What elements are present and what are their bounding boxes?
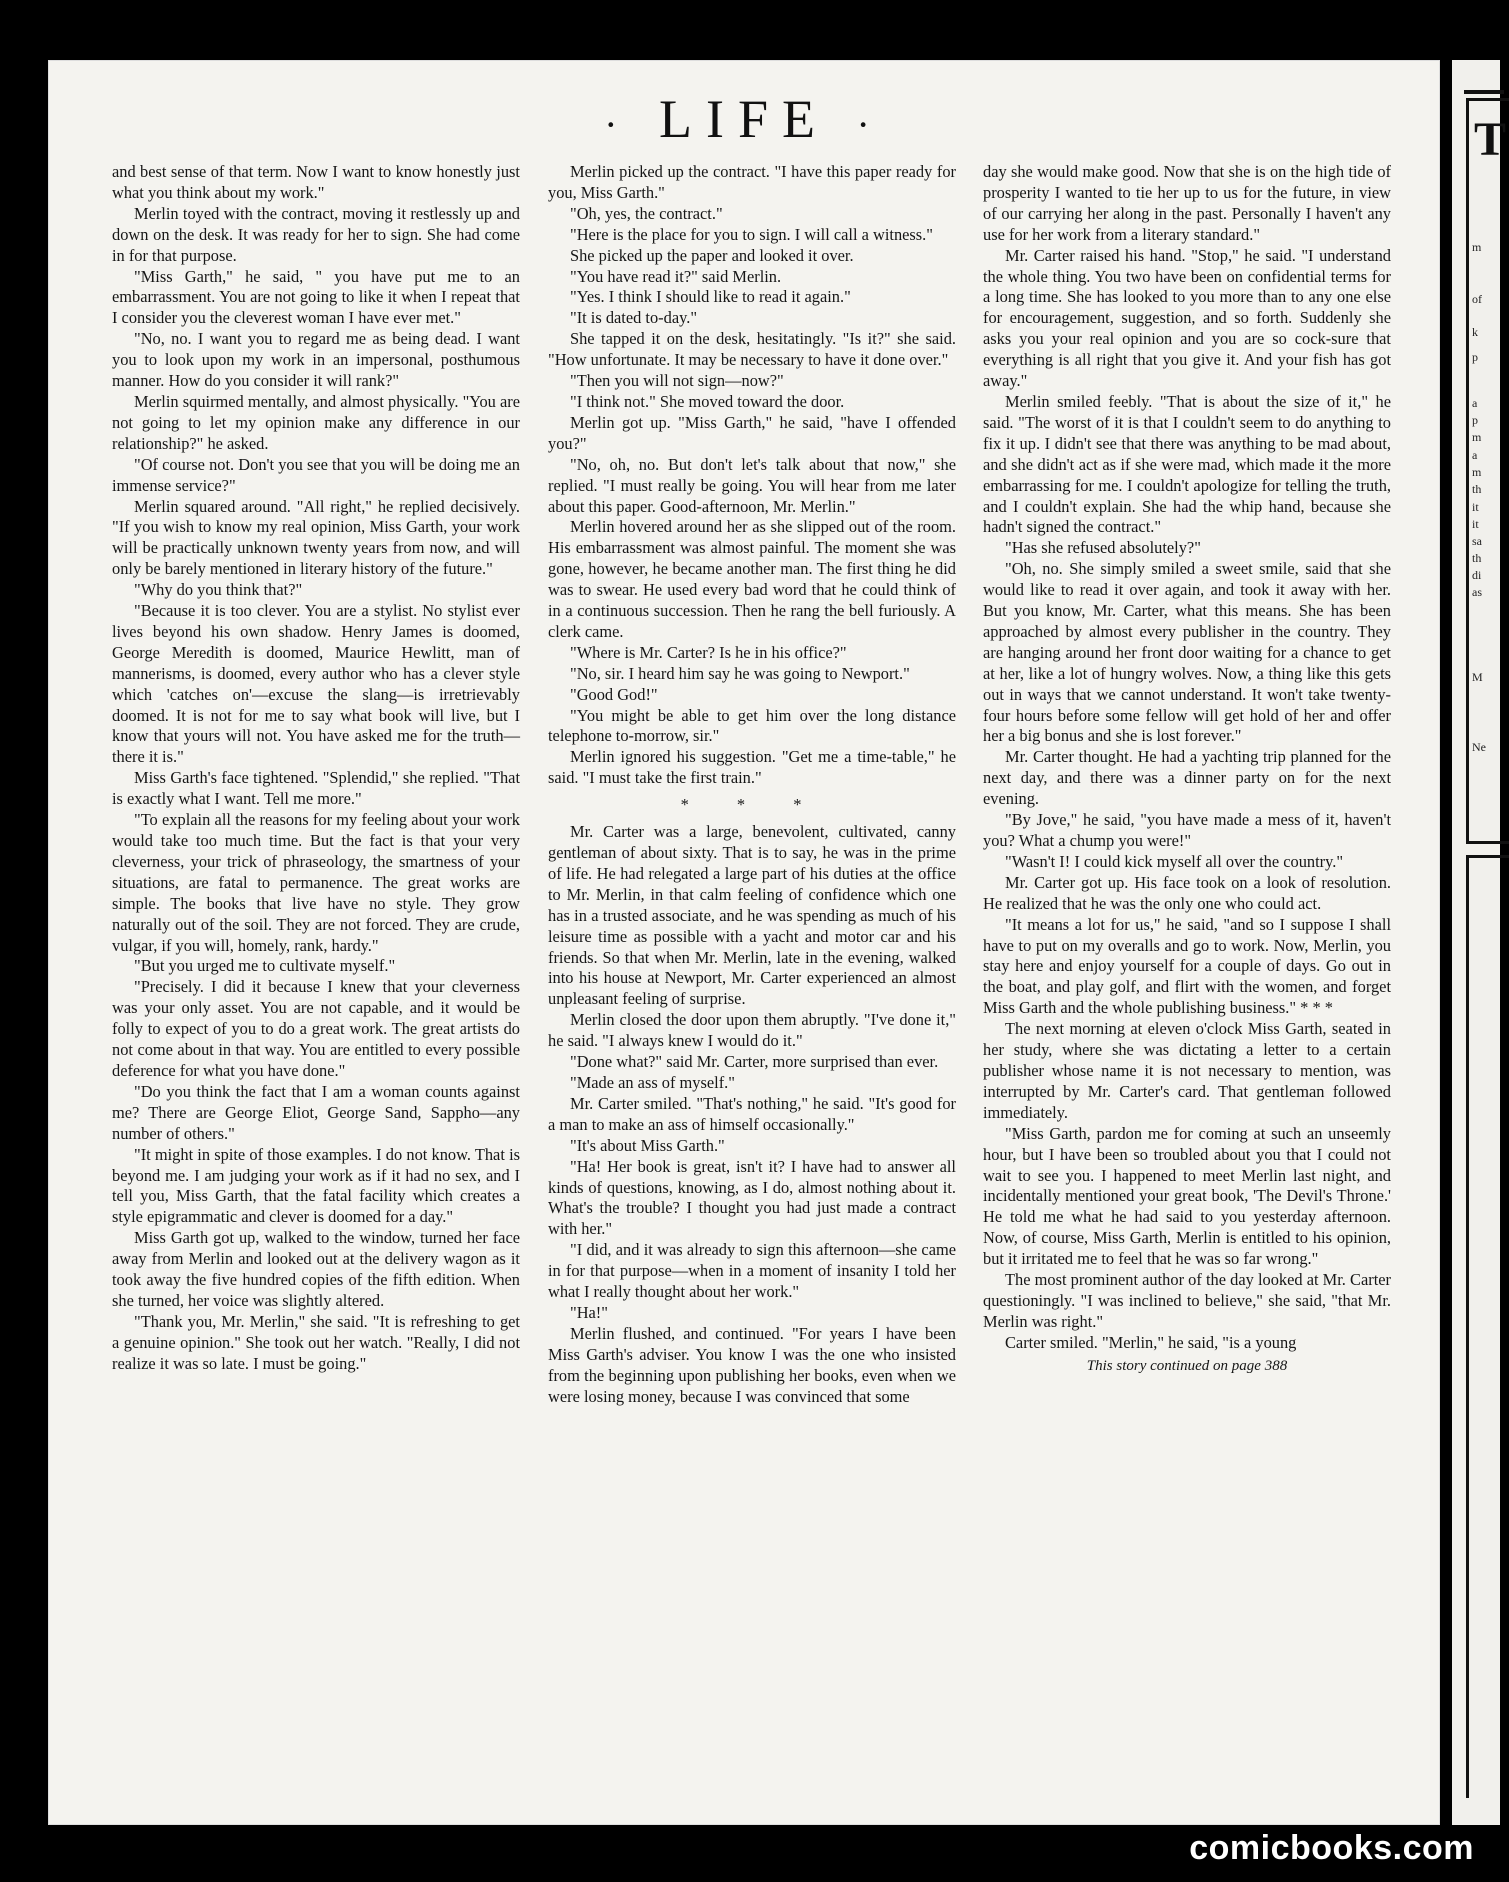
- paragraph: "By Jove," he said, "you have made a mess of it, haven't you? What a chump you were!": [983, 810, 1391, 850]
- paragraph: Mr. Carter smiled. "That's nothing," he said. "It's good for a man to make an ass of himself occasionally.": [548, 1093, 956, 1134]
- adjacent-page-fragment: of: [1472, 292, 1482, 306]
- adjacent-page-big-letter: T: [1474, 113, 1507, 166]
- adjacent-page-fragment: m: [1472, 240, 1482, 254]
- paragraph: "Good God!": [570, 684, 658, 704]
- paragraph: "Here is the place for you to sign. I will call a witness.": [570, 224, 933, 244]
- paragraph: Carter smiled. "Merlin," he said, "is a young: [1005, 1332, 1297, 1352]
- paragraph: "Precisely. I did it because I knew that your cleverness was your only asset. You are not capable, and it would be folly to expect of you to do a great work. The great artists do not come about in that way. You are entitled to every possible deference for what you have done.": [112, 977, 520, 1080]
- paragraph: "Do you think the fact that I am a woman counts against me? There are George Eliot, George Sand, Sappho—any number of others.": [112, 1081, 520, 1143]
- magazine-page: [48, 60, 1440, 1825]
- adjacent-page-fragment: k: [1472, 325, 1478, 339]
- adjacent-page-fragment: p: [1472, 350, 1478, 364]
- adjacent-page-fragment: m: [1472, 430, 1482, 444]
- adjacent-page-fragment: as: [1472, 585, 1482, 599]
- paragraph: She tapped it on the desk, hesitatingly. "Is it?" she said. "How unfortunate. It may be necessary to have it done over.": [548, 329, 956, 370]
- paragraph: "You might be able to get him over the long distance telephone to-morrow, sir.": [548, 705, 956, 746]
- paragraph: Merlin toyed with the contract, moving it restlessly up and down on the desk. It was ready for her to sign. She had come in for that purpose.: [112, 203, 520, 265]
- paragraph: Mr. Carter raised his hand. "Stop," he said. "I understand the whole thing. You two have been on confidential terms for a long time. She has looked to you more than to any one else for encouragement, suggestion, and so forth. Suddenly she asks you your real opinion and you are so cock-sure that everything is all right that you give it. And your fish has got away.": [983, 245, 1391, 391]
- paragraph: "It means a lot for us," he said, "and so I suppose I shall have to put on my overalls and go to work. Now, Merlin, you stay here and enjoy yourself for a couple of days. Go out in the boat, and play golf, and flirt with the women, and forget Miss Garth and the whole publishing business." * * *: [983, 914, 1391, 1018]
- paragraph: "It is dated to-day.": [570, 308, 698, 328]
- paragraph: "Miss Garth," he said, " you have put me to an embarrassment. You are not going to like it when I repeat that I consider you the cleverest woman I have ever met.": [112, 266, 520, 328]
- paragraph: "Where is Mr. Carter? Is he in his office?": [570, 642, 847, 662]
- adjacent-page-fragment: p: [1472, 413, 1478, 427]
- paragraph: "No, sir. I heard him say he was going to Newport.": [570, 663, 910, 683]
- paragraph: Merlin hovered around her as she slipped out of the room. His embarrassment was almost painful. The moment she was gone, however, he became another man. The first thing he did was to swear. He used every bad word that he could think of in a continuous succession. Then he rang the bell furiously. A clerk came.: [548, 517, 956, 641]
- adjacent-page-fragment: a: [1472, 448, 1478, 462]
- paragraph: "Thank you, Mr. Merlin," she said. "It is refreshing to get a genuine opinion." She took out her watch. "Really, I did not realize it was so late. I must be going.": [112, 1311, 520, 1373]
- paragraph: "Oh, no. She simply smiled a sweet smile, said that she would like to read it over again, and took it away with her. But you know, Mr. Carter, what this means. She has been approached by almost every publisher in the country. They are hanging around her front door waiting for a chance to get at her, like a lot of hungry wolves. Now, a thing like this gets out in ways that we cannot understand. It won't take twenty-four hours before some fellow will get hold of her and offer her a big bonus and she is lost forever.": [983, 559, 1391, 746]
- paragraph: Miss Garth got up, walked to the window, turned her face away from Merlin and looked out at the delivery wagon as it took away the five hundred copies of the fifth edition. When she turned, her voice was slightly altered.: [112, 1228, 520, 1310]
- adjacent-page-fragment: M: [1472, 670, 1483, 684]
- text-column-3: [983, 162, 1391, 1822]
- masthead: [48, 88, 1440, 150]
- paragraph: Merlin picked up the contract. "I have this paper ready for you, Miss Garth.": [548, 162, 956, 202]
- section-break: * * *: [680, 795, 824, 815]
- paragraph: "Then you will not sign—now?": [570, 371, 784, 391]
- paragraph: Mr. Carter got up. His face took on a look of resolution. He realized that he was the only one who could act.: [983, 872, 1391, 913]
- paragraph: "Made an ass of myself.": [570, 1072, 735, 1092]
- paragraph: and best sense of that term. Now I want to know honestly just what you think about my work.": [112, 162, 520, 202]
- paragraph: Miss Garth's face tightened. "Splendid," she replied. "That is exactly what I want. Tell me more.": [112, 768, 520, 809]
- adjacent-page-fragment: th: [1472, 482, 1482, 496]
- paragraph: Merlin squared around. "All right," he replied decisively. "If you wish to know my real opinion, Miss Garth, your work will be practically unknown twenty years from now, and will only be barely mentioned in literary history of the future.": [112, 496, 520, 579]
- paragraph: Merlin squirmed mentally, and almost physically. "You are not going to let my opinion make any difference in our relationship?" he asked.: [112, 391, 520, 453]
- adjacent-page-fragment: a: [1472, 396, 1478, 410]
- paragraph: The next morning at eleven o'clock Miss Garth, seated in her study, where she was dictating a letter to a certain publisher whose name it is not necessary to mention, was interrupted by Mr. Carter's card. That gentleman followed immediately.: [983, 1019, 1391, 1122]
- paragraph: "It's about Miss Garth.": [570, 1135, 725, 1155]
- adjacent-page-fragment: th: [1472, 551, 1482, 565]
- paragraph: "Because it is too clever. You are a stylist. No stylist ever lives beyond his own shadow. Henry James is doomed, George Meredith is doomed, Maurice Hewlitt, man of mannerisms, is doomed, every author who has a clever style which 'catches on'—excuse the slang—is irretrievably doomed. It is not for me to say what book will live, but I know that yours will not. You have asked me for the truth—there it is.": [112, 601, 520, 767]
- paragraph: "Ha!": [570, 1302, 608, 1322]
- adjacent-page-edge: [1452, 60, 1507, 1825]
- masthead-right-dot: ·: [856, 102, 884, 148]
- text-column-1: [112, 162, 520, 1822]
- paragraph: day she would make good. Now that she is on the high tide of prosperity I wanted to tie her up to us for the future, in view of our carrying her along in the past. Personally I haven't any use for her work from a literary standard.": [983, 162, 1391, 244]
- paragraph: "Of course not. Don't you see that you will be doing me an immense service?": [112, 454, 520, 495]
- adjacent-page-fragment: m: [1472, 465, 1482, 479]
- adjacent-page-fragment: it: [1472, 500, 1479, 514]
- adjacent-page-fragment: it: [1472, 517, 1479, 531]
- paragraph: Merlin smiled feebly. "That is about the size of it," he said. "The worst of it is that I couldn't seem to do anything to fix it up. I didn't see that there was anything to be mad about, and she didn't act as if she were mad, which made it the more embarrassing for me. I couldn't apologize for telling the truth, and I couldn't explain. She had the whip hand, because she hadn't signed the contract.": [983, 391, 1391, 537]
- paragraph: "Why do you think that?": [134, 580, 303, 600]
- paragraph: She picked up the paper and looked it over.: [570, 245, 854, 265]
- adjacent-page-fragment: sa: [1472, 534, 1482, 548]
- adjacent-page-box-bottom: [1466, 855, 1509, 1798]
- paragraph: "Done what?" said Mr. Carter, more surprised than ever.: [570, 1052, 939, 1072]
- adjacent-page-fragment: Ne: [1472, 740, 1486, 754]
- paragraph: "Miss Garth, pardon me for coming at such an unseemly hour, but I have been so troubled about you that I could not wait to see you. I happened to meet Merlin last night, and incidentally mentioned your great book, 'The Devil's Throne.' He told me what he had said to you yesterday afternoon. Now, of course, Miss Garth, Merlin is entitled to his opinion, but it irritated me to feel that he was so far wrong.": [983, 1123, 1391, 1269]
- paragraph: "Has she refused absolutely?": [1005, 538, 1201, 558]
- paragraph: "Oh, yes, the contract.": [570, 203, 723, 223]
- paragraph: Mr. Carter thought. He had a yachting trip planned for the next day, and there was a dinner party on for the next evening.: [983, 747, 1391, 809]
- text-column-2: [548, 162, 956, 1822]
- paragraph: "But you urged me to cultivate myself.": [134, 956, 396, 976]
- paragraph: "To explain all the reasons for my feeling about your work would take too much time. But the fact is that your very cleverness, your trick of phraseology, the smartness of your situations, are fatal to permanence. The great works are simple. The books that live have no style. They grow naturally out of the soil. They are not forced. They are crude, vulgar, if you will, homely, rank, hardy.": [112, 810, 520, 955]
- paragraph: "No, no. I want you to regard me as being dead. I want you to look upon my work in an impersonal, posthumous manner. How do you consider it will rank?": [112, 329, 520, 391]
- paragraph: Mr. Carter was a large, benevolent, cultivated, canny gentleman of about sixty. That is to say, he was in the prime of life. He had relegated a large part of his duties at the office to Mr. Merlin, in that calm feeling of confidence which one has in a trusted associate, and he was spending as much of his leisure time as possible with a yacht and motor car and his friends. So that when Mr. Merlin, late in the evening, walked into his house at Newport, Mr. Carter experienced an almost unpleasant feeling of surprise.: [548, 822, 956, 1009]
- paragraph: Merlin got up. "Miss Garth," he said, "have I offended you?": [548, 412, 956, 453]
- paragraph: "You have read it?" said Merlin.: [570, 266, 782, 286]
- adjacent-page-rule: [1464, 90, 1504, 94]
- paragraph: "I think not." She moved toward the door.: [570, 391, 845, 411]
- paragraph: The most prominent author of the day looked at Mr. Carter questioningly. "I was inclined to believe," she said, "that Mr. Merlin was right.": [983, 1270, 1391, 1331]
- continued-note: This story continued on page 388: [1086, 1357, 1288, 1374]
- adjacent-page-fragment: di: [1472, 568, 1482, 582]
- paragraph: Merlin closed the door upon them abruptly. "I've done it," he said. "I always knew I would do it.": [548, 1010, 956, 1051]
- paragraph: Merlin flushed, and continued. "For years I have been Miss Garth's adviser. You know I was the one who insisted from the beginning upon publishing her books, even when we were losing money, because I was convinced that some: [548, 1323, 956, 1406]
- paragraph: "Ha! Her book is great, isn't it? I have had to answer all kinds of questions, knowing, as I do, almost nothing about it. What's the trouble? I thought you had just made a contract with her.": [548, 1156, 956, 1239]
- masthead-title: LIFE: [659, 89, 829, 149]
- paragraph: "It might in spite of those examples. I do not know. That is beyond me. I am judging your work as if it had no sex, and I tell you, Miss Garth, that the fatal facility which creates a style epigrammatic and clever is doomed for a day.": [112, 1144, 520, 1227]
- paragraph: Merlin ignored his suggestion. "Get me a time-table," he said. "I must take the first train.": [548, 747, 956, 788]
- paragraph: "Wasn't I! I could kick myself all over the country.": [1005, 851, 1344, 871]
- watermark: comicbooks.com: [1189, 1829, 1474, 1867]
- paragraph: "I did, and it was already to sign this afternoon—she came in for that purpose—when in a moment of insanity I told her what I really thought about her work.": [548, 1240, 956, 1302]
- masthead-left-dot: ·: [604, 102, 632, 148]
- paragraph: "Yes. I think I should like to read it again.": [570, 287, 851, 307]
- paragraph: "No, oh, no. But don't let's talk about that now," she replied. "I must really be going. You will hear from me later about this paper. Good-afternoon, Mr. Merlin.": [548, 454, 956, 516]
